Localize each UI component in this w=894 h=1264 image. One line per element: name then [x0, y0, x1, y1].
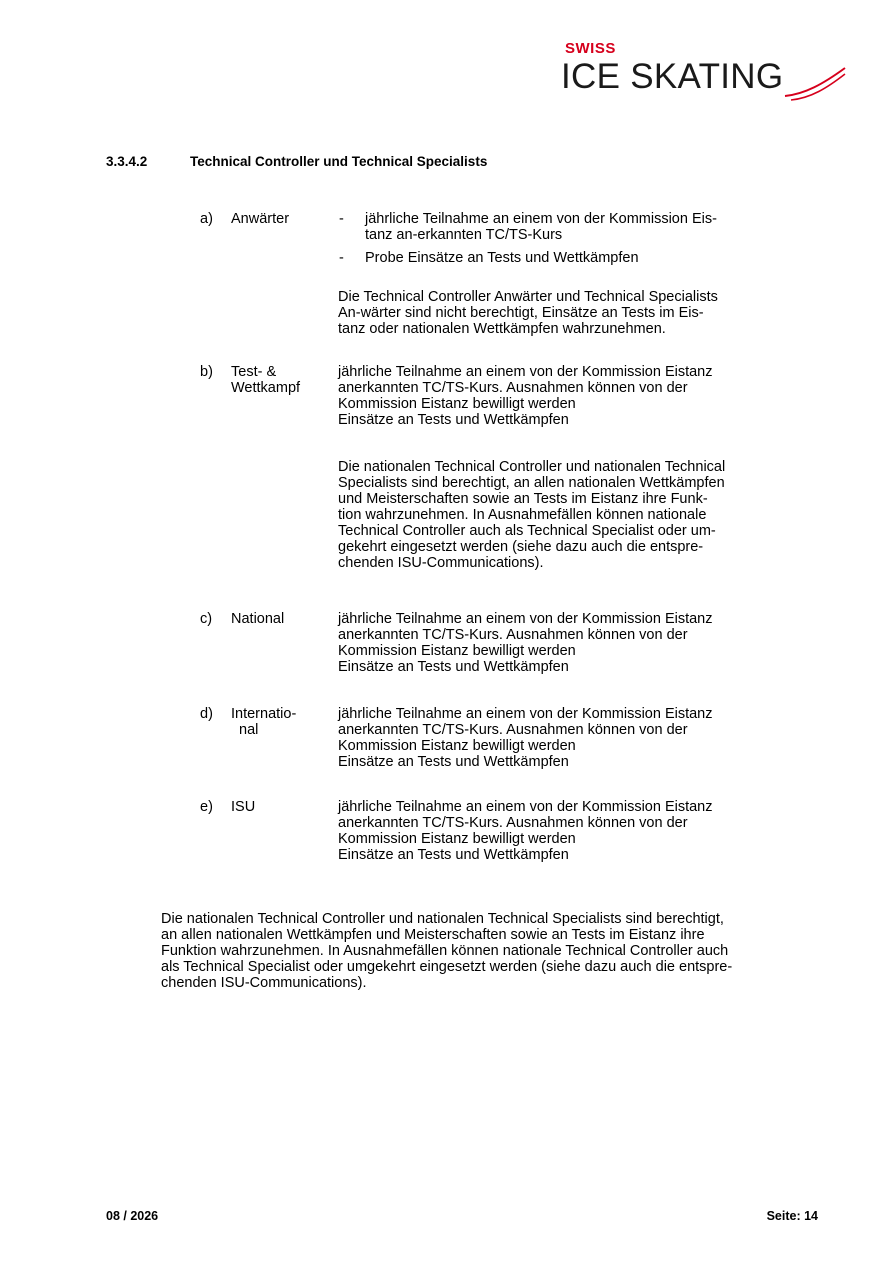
item-a-bullet-1-line: jährliche Teilnahme an einem von der Kommission Eis-: [365, 211, 717, 227]
section-number: 3.3.4.2: [106, 154, 148, 169]
item-a-note-line: tanz oder nationalen Wettkämpfen wahrzunehmen.: [338, 321, 666, 337]
item-e-letter: e): [200, 799, 213, 815]
item-a-note-line: Die Technical Controller Anwärter und Technical Specialists: [338, 289, 718, 305]
item-a-bullet-1-dash: -: [339, 211, 344, 227]
item-c-text-line: anerkannten TC/TS-Kurs. Ausnahmen können von der: [338, 627, 688, 643]
logo-swiss-text: SWISS: [565, 40, 616, 57]
item-a-bullet-2-line: Probe Einsätze an Tests und Wettkämpfen: [365, 250, 639, 266]
item-b-text: [338, 364, 713, 428]
item-b-label-line: Test- &: [231, 364, 277, 380]
item-a-bullet-2: [365, 250, 639, 266]
item-b-note-line: Specialists sind berechtigt, an allen nationalen Wettkämpfen: [338, 475, 725, 491]
item-d-text-line: Kommission Eistanz bewilligt werden: [338, 738, 576, 754]
item-a-bullet-1-line: tanz an-erkannten TC/TS-Kurs: [365, 227, 563, 243]
item-b-text-line: jährliche Teilnahme an einem von der Kommission Eistanz: [338, 364, 713, 380]
item-b-text-line: Kommission Eistanz bewilligt werden: [338, 396, 576, 412]
item-d-text-line: Einsätze an Tests und Wettkämpfen: [338, 754, 569, 770]
closing-line: Funktion wahrzunehmen. In Ausnahmefällen können nationale Technical Controller auch: [161, 943, 729, 959]
item-e-text-line: Einsätze an Tests und Wettkämpfen: [338, 847, 569, 863]
item-c-text-line: Kommission Eistanz bewilligt werden: [338, 643, 576, 659]
item-b-note-line: und Meisterschaften sowie an Tests im Eistanz ihre Funk-: [338, 491, 708, 507]
item-e-text-line: anerkannten TC/TS-Kurs. Ausnahmen können von der: [338, 815, 688, 831]
item-b-note-line: tion wahrzunehmen. In Ausnahmefällen können nationale: [338, 507, 707, 523]
swiss-ice-skating-logo: [561, 40, 851, 108]
item-a-note-line: An-wärter sind nicht berechtigt, Einsätze an Tests im Eis-: [338, 305, 704, 321]
item-d-label-line: nal: [239, 722, 259, 738]
item-e-label: ISU: [231, 799, 256, 815]
item-b-text-line: Einsätze an Tests und Wettkämpfen: [338, 412, 569, 428]
item-d-letter: d): [200, 706, 213, 722]
item-b-label-line: Wettkampf: [231, 380, 301, 396]
closing-paragraph: [161, 911, 732, 991]
item-d-label: [231, 706, 296, 738]
item-e-text-line: Kommission Eistanz bewilligt werden: [338, 831, 576, 847]
item-b-text-line: anerkannten TC/TS-Kurs. Ausnahmen können von der: [338, 380, 688, 396]
item-e-text-line: jährliche Teilnahme an einem von der Kommission Eistanz: [338, 799, 713, 815]
closing-line: Die nationalen Technical Controller und nationalen Technical Specialists sind berechtigt,: [161, 911, 724, 927]
item-d-text-line: jährliche Teilnahme an einem von der Kommission Eistanz: [338, 706, 713, 722]
item-e-text: [338, 799, 713, 863]
item-a-note: [338, 289, 718, 337]
item-b-note-line: Die nationalen Technical Controller und nationalen Technical: [338, 459, 726, 475]
closing-line: an allen nationalen Wettkämpfen und Meisterschaften sowie an Tests im Eistanz ihre: [161, 927, 705, 943]
item-a-bullet-1: [365, 211, 717, 243]
item-b-note: [338, 459, 725, 571]
item-b-letter: b): [200, 364, 213, 380]
skate-swoosh-icon: [783, 66, 847, 102]
item-c-label: National: [231, 611, 285, 627]
item-c-text: [338, 611, 713, 675]
item-d-label-line: Internatio-: [231, 706, 297, 722]
item-a-bullet-2-dash: -: [339, 250, 344, 266]
item-b-note-line: Technical Controller auch als Technical Specialist oder um-: [338, 523, 716, 539]
item-c-text-line: jährliche Teilnahme an einem von der Kommission Eistanz: [338, 611, 713, 627]
logo-ice-skating-text: ICE SKATING: [561, 57, 784, 96]
item-c-text-line: Einsätze an Tests und Wettkämpfen: [338, 659, 569, 675]
item-b-label: [231, 364, 300, 396]
item-b-note-line: gekehrt eingesetzt werden (siehe dazu auch die entspre-: [338, 539, 704, 555]
item-d-text: [338, 706, 713, 770]
item-a-label: Anwärter: [231, 211, 290, 227]
footer-date: 08 / 2026: [106, 1209, 159, 1223]
footer-page-number: Seite: 14: [766, 1209, 818, 1223]
item-d-text-line: anerkannten TC/TS-Kurs. Ausnahmen können von der: [338, 722, 688, 738]
section-title: Technical Controller und Technical Specialists: [190, 154, 488, 169]
closing-line: als Technical Specialist oder umgekehrt eingesetzt werden (siehe dazu auch die entspre-: [161, 959, 733, 975]
item-c-letter: c): [200, 611, 213, 627]
closing-line: chenden ISU-Communications).: [161, 975, 367, 991]
item-b-note-line: chenden ISU-Communications).: [338, 555, 544, 571]
item-a-letter: a): [200, 211, 213, 227]
